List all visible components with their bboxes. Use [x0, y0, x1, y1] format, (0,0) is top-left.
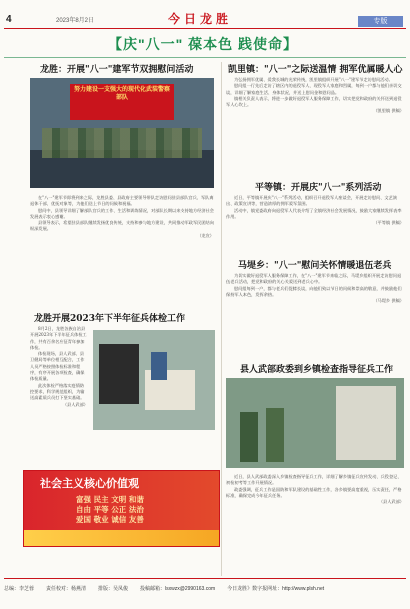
article-title: 马堤乡："八一"慰问关怀情暖退伍老兵 — [238, 261, 392, 271]
poster-values: 富强 民主 文明 和谐 自由 平等 公正 法治 爱国 敬业 诚信 友善 — [76, 495, 144, 524]
article-title: 龙胜开展2023年下半年征兵体检工作 — [34, 314, 186, 324]
photo-banner-text: 努力建设一支强大的现代化武装警察部队 — [74, 86, 171, 101]
article-photo — [226, 378, 404, 468]
poster-title: 社会主义核心价值观 — [40, 477, 139, 490]
footer-divider — [4, 578, 406, 579]
article-photo — [30, 78, 214, 188]
footer-duty-editor: 责任校对：杨燕清 — [46, 585, 87, 592]
article-body: 在"八一"建军节即将到来之际，龙胜县委、县政府主要领导带队走访慰问驻县部队官兵、军队离退休干部、优抚对象等，为他们送上节日的问候和祝福。 慰问中，县领导详细了解部队官兵的工作、生活和训练情况，对部队长期以来支持地方经济社会发展表示衷心感谢。 县领导表示，希望驻县部队继续发扬优良传统，支持和参与地方建设，共同推动军政军民团结向纵深发展。 （龙宣） — [30, 195, 214, 238]
page-number: 4 — [6, 14, 12, 25]
footer-editor: 总编：李芝蓉 — [4, 585, 35, 592]
newspaper-name: 今日龙胜 — [168, 12, 233, 26]
poster-ribbon — [24, 530, 219, 546]
page-banner: 【庆"八一" 葆本色 践使命】 — [107, 36, 299, 52]
article-title: 凯里镇："八一"之际送温情 拥军优属暖人心 — [228, 65, 403, 75]
footer-layout: 排版：吴凤俊 — [98, 585, 129, 592]
article-title: 平等镇：开展庆"八一"系列活动 — [255, 183, 382, 193]
footer-website[interactable]: 今日龙胜》数字报网址：http://www.plsh.net — [227, 585, 325, 592]
article-photo — [93, 330, 215, 430]
article-body: 8月2日，龙胜各族自治县开展2023年下半年征兵体检工作，共有百余名应征青年参加体检。 体检现场，县人武部、县卫健局等单位相互配合，工作人员严格按照体检标准和程序，有序开展各项检查，确保体检质量。 此次体检严格落实疫情防控要求，科学规范组织，为输送高素质兵员打下坚实基础。 （县人武部） — [30, 326, 88, 407]
header-divider — [4, 28, 406, 29]
article-body: 近日，县人武部政委深入乡镇检查指导征兵工作，详细了解乡镇征兵宣传发动、兵役登记、初检初考等工作开展情况。 政委强调，征兵工作是国防和军队建设的基础性工作，各乡镇要高度重视，压实责任，严格标准，确保完成今年征兵任务。 （县人武部） — [226, 474, 404, 505]
core-values-poster — [23, 470, 220, 547]
edition-badge: 专版 — [358, 16, 403, 27]
footer-email[interactable]: 投稿邮箱：lsxwzx@2990163.com — [140, 585, 216, 592]
article-body: 为切实做好退役军人服务保障工作，在"八一"建军节来临之际，马堤乡组织开展走访慰问退伍老兵活动，把党和政府的关心关爱送到老兵心中。 慰问组每到一户，都与老兵们促膝长谈，向他们致以节日的问候和崇高的敬意，并鼓励他们保持军人本色，发挥余热。 （马堤乡 供稿） — [226, 273, 404, 304]
article-title: 龙胜：开展"八一"建军节双拥慰问活动 — [40, 65, 194, 75]
issue-date: 2023年8月2日 — [56, 18, 95, 24]
article-title: 县人武部政委到乡镇检查指导征兵工作 — [240, 365, 394, 375]
column-divider — [221, 62, 222, 576]
page-footer — [4, 582, 406, 594]
article-body: 近日，平等镇开展庆"八一"系列活动，组织召开退役军人座谈会，开展走访慰问、文艺演出、政策宣讲等，营造浓厚的拥军爱军氛围。 活动中，镇党委政府向退役军人代表介绍了全镇经济社会发展情况，鼓励大家继续发挥表率作用。 （平等镇 供稿） — [226, 195, 404, 226]
banner-divider — [4, 57, 406, 58]
article-body: 为弘扬拥军优属、爱我长城的光荣传统，凯里镇组织开展"八一"建军节走访慰问活动。 慰问组一行先后走访了辖区内的退役军人、现役军人家庭和烈属，每到一户都与他们亲切交谈，详细了解家庭生活、身体状况，并送上慰问金和慰问品。 镇相关负责人表示，将进一步做好退役军人服务保障工作，切实把党和政府的关怀送到退役军人心坎上。 （凯里镇 供稿） — [226, 77, 404, 114]
